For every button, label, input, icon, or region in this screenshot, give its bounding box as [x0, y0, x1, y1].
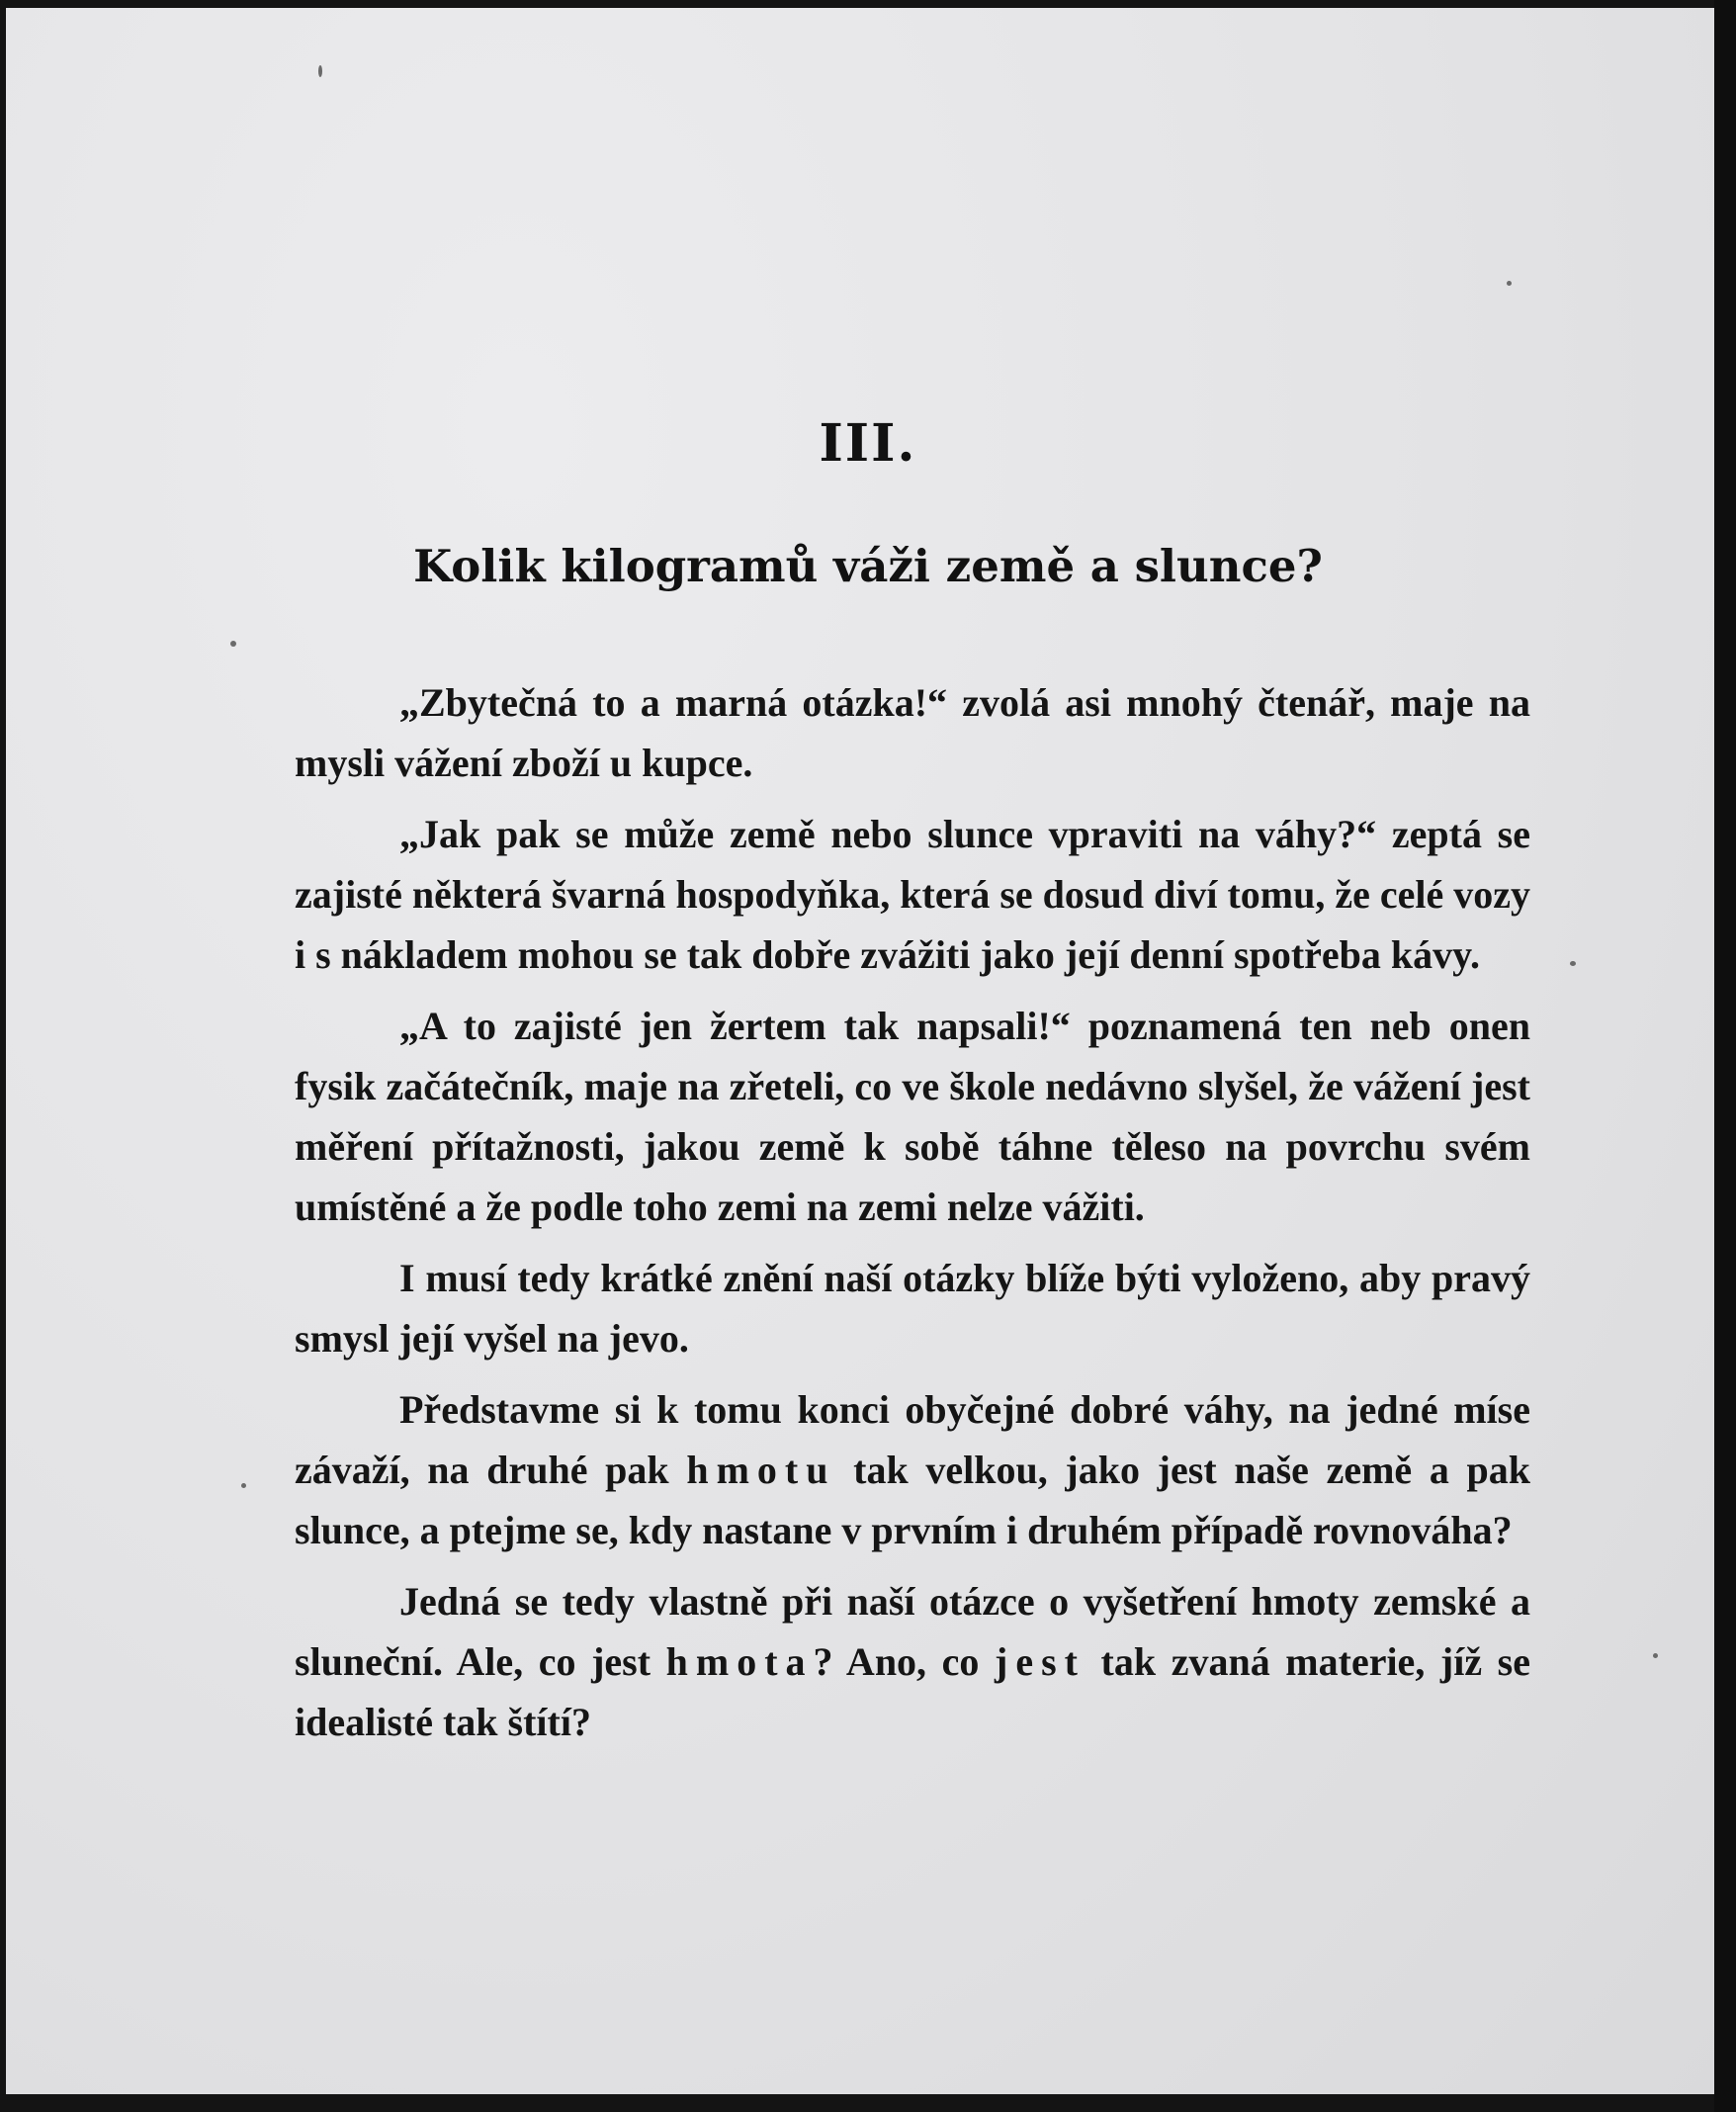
paragraph-text: tak velkou, jako jest naše země a pak slunce, a ptejme se, kdy nastane v prvním i druhém případě rovnováha? — [295, 1448, 1530, 1552]
paragraph-text: Jedná se tedy vlastně při naší otázce o vyšetření hmoty zemské a sluneční. Ale, co jest — [295, 1579, 1530, 1684]
scan-speck — [241, 1483, 246, 1488]
paragraph: „A to zajisté jen žertem tak napsali!“ poznamená ten neb onen fysik začátečník, maje na zřeteli, co ve škole nedávno slyšel, že vážení jest měření přítažnosti, jakou země k sobě táhne těleso na povrchu svém umístěné a že podle toho zemi na zemi nelze vážiti. — [295, 1004, 1530, 1229]
emphasis-text: hmotu — [686, 1448, 836, 1492]
scan-speck — [1653, 1653, 1658, 1658]
page-spine-edge — [1714, 0, 1736, 2112]
paragraph-text: Představme si k tomu konci obyčejné dobré váhy, na jedné míse závaží, na druhé pak — [295, 1387, 1530, 1492]
body-text — [295, 672, 1530, 1763]
paragraph — [295, 1379, 1530, 1560]
scan-speck — [230, 641, 236, 647]
emphasis-text: jest — [995, 1639, 1085, 1684]
paragraph: „Jak pak se může země nebo slunce vpraviti na váhy?“ zeptá se zajisté některá švarná hospodyňka, která se dosud diví tomu, že celé vozy i s nákladem mohou se tak dobře zvážiti jako její denní spotřeba kávy. — [295, 812, 1530, 977]
chapter-title: Kolik kilogramů váži země a slunce? — [413, 540, 1323, 592]
paragraph-text: tak zvaná materie, jíž se idealisté tak štítí? — [295, 1639, 1530, 1744]
scan-speck — [1570, 961, 1576, 966]
paragraph: I musí tedy krátké znění naší otázky blíže býti vyloženo, aby pravý smysl její vyšel na jevo. — [295, 1256, 1530, 1361]
paragraph-text: ? Ano, co — [813, 1639, 995, 1684]
paragraph: „Zbytečná to a marná otázka!“ zvolá asi mnohý čtenář, maje na mysli vážení zboží u kupce. — [295, 680, 1530, 785]
paragraph — [295, 1571, 1530, 1752]
emphasis-text: hmota — [665, 1639, 814, 1684]
scan-speck — [1507, 281, 1512, 286]
scan-speck — [318, 65, 322, 77]
chapter-number: III. — [819, 413, 917, 474]
